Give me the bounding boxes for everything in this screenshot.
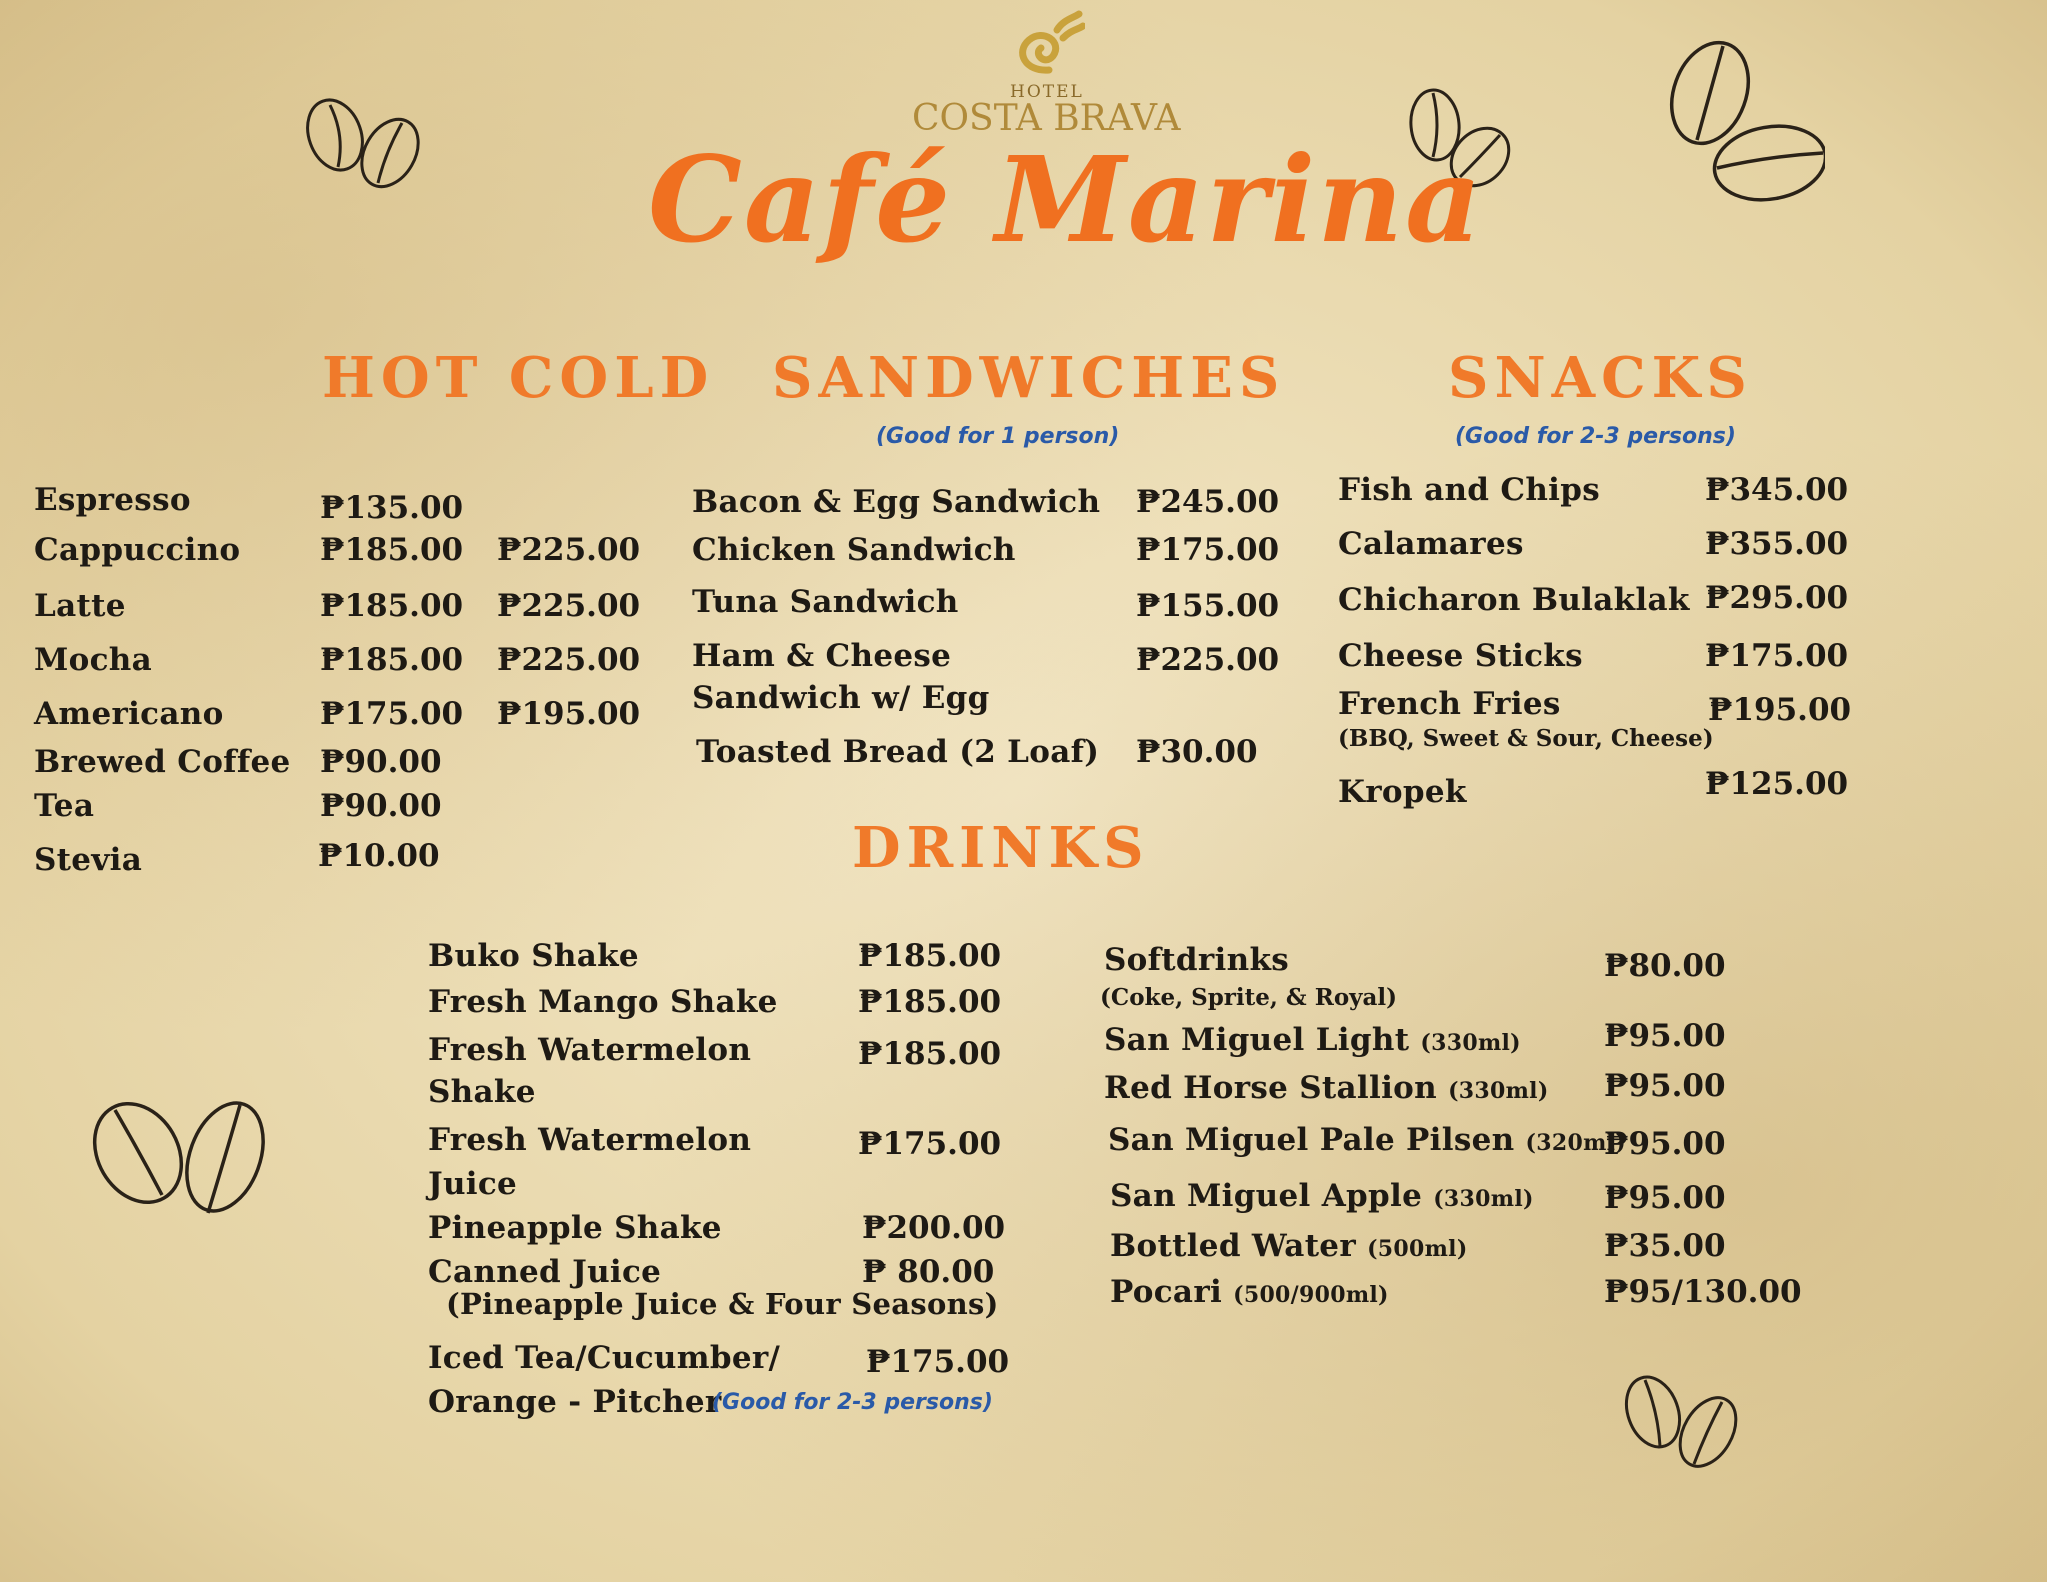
coffee-bean-icon	[1665, 38, 1825, 213]
hotel-label: HOTEL	[1010, 82, 1084, 102]
menu-item-name: Calamares	[1338, 526, 1524, 562]
coffee-bean-icon	[1620, 1372, 1745, 1477]
menu-item-name	[1110, 1228, 1468, 1264]
menu-item-price: ₱175.00	[1705, 638, 1849, 674]
menu-item-subtext: (Coke, Sprite, & Royal)	[1100, 984, 1398, 1011]
coffee-bean-icon	[90, 1095, 270, 1230]
menu-item-name: Brewed Coffee	[34, 744, 291, 780]
menu-item-name: Toasted Bread (2 Loaf)	[696, 734, 1100, 770]
menu-item-name: Canned Juice	[428, 1254, 662, 1290]
menu-item-name: Stevia	[34, 842, 143, 878]
menu-item-name: Cappuccino	[34, 532, 241, 568]
swirl-logo-icon	[1005, 8, 1085, 83]
drink-size: (320ml)	[1525, 1130, 1627, 1156]
drink-size: (330ml)	[1433, 1186, 1534, 1212]
hot-price: ₱185.00	[320, 532, 464, 568]
cold-price: ₱225.00	[497, 532, 641, 568]
sandwiches-note: (Good for 1 person)	[876, 424, 1120, 449]
menu-item-price: ₱185.00	[858, 984, 1002, 1020]
menu-item-price: ₱95.00	[1604, 1018, 1726, 1054]
hot-price: ₱90.00	[320, 788, 442, 824]
hot-price: ₱135.00	[320, 490, 464, 526]
menu-item-name: Pineapple Shake	[428, 1210, 722, 1246]
menu-item-price: ₱95.00	[1604, 1126, 1726, 1162]
menu-item-name: Buko Shake	[428, 938, 639, 974]
menu-item-name: Ham & Cheese	[692, 638, 952, 674]
menu-item-name	[1104, 1070, 1549, 1106]
hot-price: ₱90.00	[320, 744, 442, 780]
menu-item-name	[1110, 1178, 1534, 1214]
menu-item-price: ₱175.00	[866, 1344, 1010, 1380]
menu-item-name: Iced Tea/Cucumber/	[428, 1340, 781, 1376]
menu-item-price: ₱195.00	[1708, 692, 1852, 728]
menu-item-name: Fish and Chips	[1338, 472, 1600, 508]
menu-item-name	[1104, 1022, 1521, 1058]
menu-item-name: Bacon & Egg Sandwich	[692, 484, 1101, 520]
menu-item-price: ₱80.00	[1604, 948, 1726, 984]
menu-item-name: Tea	[34, 788, 95, 824]
menu-item-name: Cheese Sticks	[1338, 638, 1583, 674]
menu-item-name-line2: Sandwich w/ Egg	[692, 680, 990, 716]
menu-item-price: ₱245.00	[1136, 484, 1280, 520]
pitcher-note: (Good for 2-3 persons)	[712, 1390, 993, 1415]
drinks-heading: DRINKS	[852, 815, 1150, 881]
menu-item-price: ₱185.00	[858, 1036, 1002, 1072]
hot-price: ₱185.00	[320, 588, 464, 624]
menu-item-name: French Fries	[1338, 686, 1561, 722]
drink-size: (330ml)	[1420, 1030, 1521, 1056]
menu-item-name	[1108, 1122, 1626, 1158]
menu-item-name: Fresh Mango Shake	[428, 984, 778, 1020]
menu-item-name: Chicken Sandwich	[692, 532, 1016, 568]
drink-name: San Miguel Light	[1104, 1022, 1410, 1058]
cold-price: ₱225.00	[497, 588, 641, 624]
hot-price: ₱185.00	[320, 642, 464, 678]
menu-item-name: Mocha	[34, 642, 152, 678]
menu-item-name: Softdrinks	[1104, 942, 1289, 978]
snacks-heading: SNACKS	[1448, 345, 1753, 411]
menu-item-name: Latte	[34, 588, 126, 624]
menu-item-name: Americano	[34, 696, 224, 732]
snacks-note: (Good for 2-3 persons)	[1455, 424, 1736, 449]
menu-item-name: Kropek	[1338, 774, 1467, 810]
menu-item-price: ₱295.00	[1705, 580, 1849, 616]
drink-name: San Miguel Apple	[1110, 1178, 1423, 1214]
menu-item-price: ₱ 80.00	[862, 1254, 995, 1290]
coffee-bean-icon	[300, 95, 430, 195]
drink-name: Bottled Water	[1110, 1228, 1356, 1264]
drink-size: (500/900ml)	[1233, 1282, 1389, 1308]
menu-item-price: ₱95.00	[1604, 1068, 1726, 1104]
menu-item-price: ₱200.00	[862, 1210, 1006, 1246]
menu-item-name: Espresso	[34, 482, 191, 518]
menu-item-name-line2: Orange - Pitcher	[428, 1384, 722, 1420]
drink-size: (500ml)	[1367, 1236, 1468, 1262]
sandwiches-heading: SANDWICHES	[772, 345, 1286, 411]
menu-item-price: ₱95.00	[1604, 1180, 1726, 1216]
drink-name: San Miguel Pale Pilsen	[1108, 1122, 1515, 1158]
cold-price: ₱225.00	[497, 642, 641, 678]
menu-item-name: Fresh Watermelon	[428, 1122, 752, 1158]
menu-item-price: ₱95/130.00	[1604, 1274, 1802, 1310]
menu-item-name-line2: Juice	[428, 1166, 518, 1202]
menu-item-price: ₱355.00	[1705, 526, 1849, 562]
menu-item-subtext: (Pineapple Juice & Four Seasons)	[446, 1287, 999, 1321]
menu-item-name: Chicharon Bulaklak	[1338, 582, 1690, 618]
menu-item-price: ₱125.00	[1705, 766, 1849, 802]
hot-price: ₱175.00	[320, 696, 464, 732]
menu-item-subtext: (BBQ, Sweet & Sour, Cheese)	[1338, 725, 1714, 752]
menu-item-name: Tuna Sandwich	[692, 584, 959, 620]
menu-item-price: ₱175.00	[1136, 532, 1280, 568]
drink-name: Red Horse Stallion	[1104, 1070, 1437, 1106]
cafe-title: Café Marina	[648, 130, 1484, 269]
menu-item-name	[1110, 1274, 1389, 1310]
menu-item-price: ₱345.00	[1705, 472, 1849, 508]
hotel-name: COSTA BRAVA	[912, 98, 1181, 139]
menu-item-price: ₱225.00	[1136, 642, 1280, 678]
drink-name: Pocari	[1110, 1274, 1223, 1310]
menu-item-name-line2: Shake	[428, 1074, 536, 1110]
menu-item-price: ₱175.00	[858, 1126, 1002, 1162]
menu-item-price: ₱35.00	[1604, 1228, 1726, 1264]
menu-item-price: ₱155.00	[1136, 588, 1280, 624]
menu-item-name: Fresh Watermelon	[428, 1032, 752, 1068]
hotcold-heading: HOT COLD	[322, 345, 715, 411]
cold-price: ₱195.00	[497, 696, 641, 732]
menu-item-price: ₱30.00	[1136, 734, 1258, 770]
hot-price: ₱10.00	[318, 838, 440, 874]
drink-size: (330ml)	[1448, 1078, 1549, 1104]
menu-item-price: ₱185.00	[858, 938, 1002, 974]
